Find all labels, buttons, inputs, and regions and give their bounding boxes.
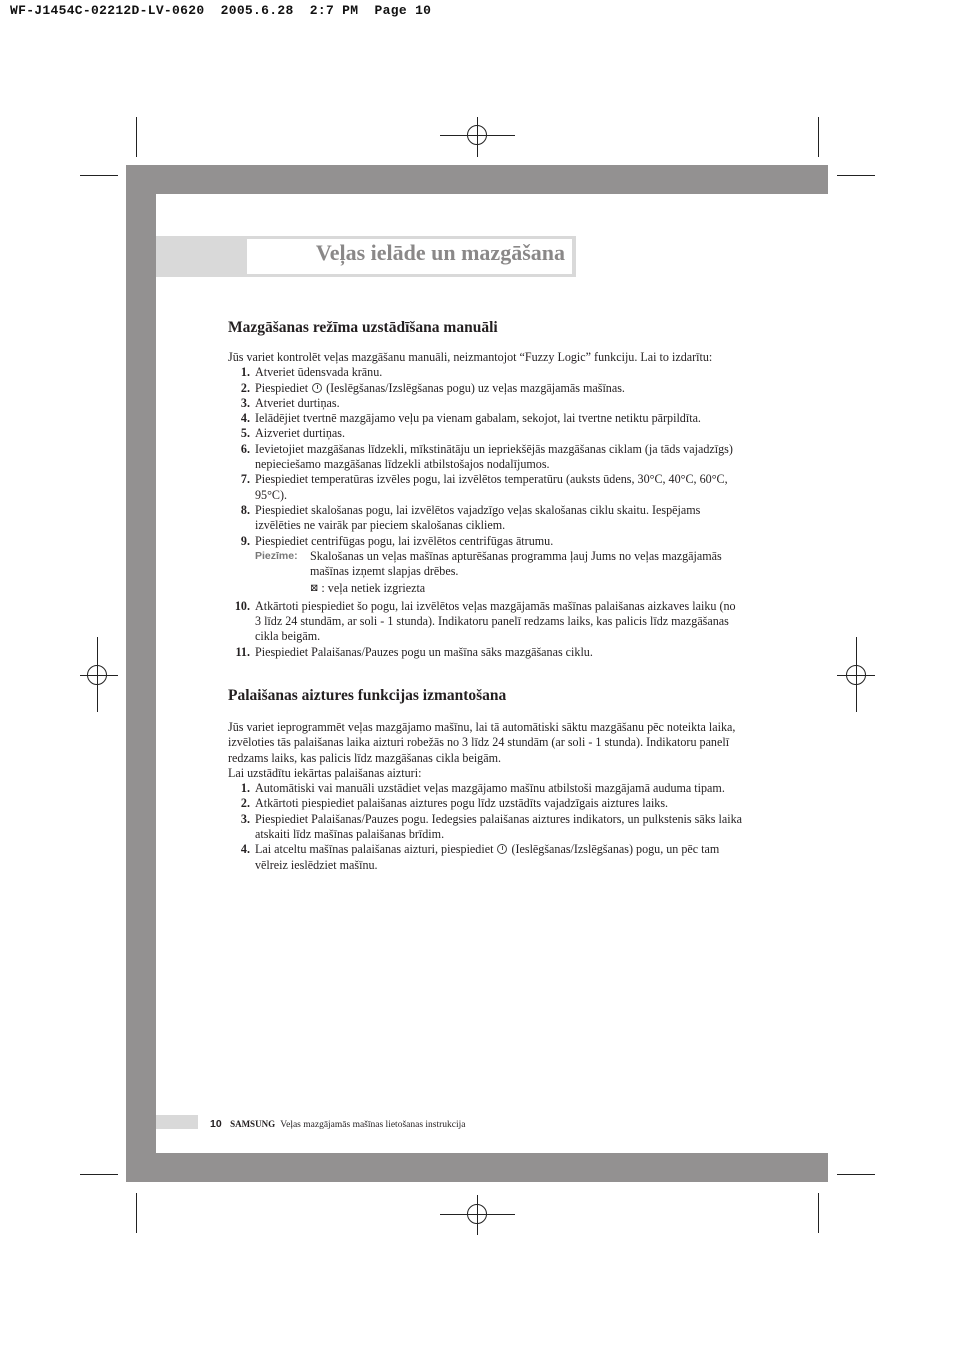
list-item: 5. Aizveriet durtiņas. <box>240 426 346 441</box>
footer-text: Veļas mazgājamās mašīnas lietošanas instrukcija <box>280 1120 466 1130</box>
list-item: 3. Atveriet durtiņas. <box>240 395 340 410</box>
crop-mark <box>136 1193 137 1233</box>
list-item: 8. Piespiediet skalošanas pogu, lai izvēlētos vajadzīgo veļas skalošanas ciklu skaitu. Iespējams izvēlēties ne vairāk par pieciem skalošanas cikliem. <box>240 502 701 533</box>
print-slug: WF-J1454C-02212D-LV-0620 2005.6.28 2:7 PM Page 10 <box>10 3 432 18</box>
list-item: 9. Piespiediet centrifūgas pogu, lai izvēlētos centrifūgas ātrumu. <box>240 533 554 548</box>
registration-mark-circle <box>846 665 866 685</box>
note-block <box>228 549 744 580</box>
list-item: 3. Piespiediet Palaišanas/Pauzes pogu. Iedegsies palaišanas aiztures indikators, un pulkstenis sāks laika atskaiti līdz mašīnas palaišanas brīdim. <box>240 811 742 842</box>
instruction-list <box>228 781 744 873</box>
title-banner <box>156 236 576 277</box>
list-item: 4. Ielādējiet tvertnē mazgājamo veļu pa vienam gabalam, sekojot, lai tvertne netiktu pārpildīta. <box>240 411 701 426</box>
no-spin-icon: ⊠ <box>310 583 319 595</box>
crop-mark <box>80 1174 118 1175</box>
power-button-icon <box>497 844 507 854</box>
page-title: Veļas ielāde un mazgāšana <box>315 240 565 265</box>
registration-mark-circle <box>87 665 107 685</box>
registration-mark-circle <box>467 1204 487 1224</box>
section-heading-manual: Mazgāšanas režīma uzstādīšana manuāli <box>228 319 498 336</box>
note-label: Piezīme: <box>255 549 298 562</box>
list-item: 10. Atkārtoti piespiediet šo pogu, lai izvēlētos veļas mazgājamās mašīnas palaišanas aizkaves laiku (no 3 līdz 24 stundām, ar soli - 1 stunda). Indikatoru panelī redzams laiks, kas palicis līdz mazgāšanas cikla beigām. <box>234 598 736 644</box>
title-banner-inner <box>247 239 572 274</box>
list-item: 6. Ievietojiet mazgāšanas līdzekli, mīkstinātāju un iepriekšējās mazgāšanas ciklam (ja tāds vajadzīgs) nepieciešamo mazgāšanas līdzekli atbilstošajos nodalījumos. <box>240 441 733 472</box>
list-item: 7. Piespiediet temperatūras izvēles pogu, lai izvēlētos temperatūru (auksts ūdens, 30°C, 40°C, 60°C, 95°C). <box>240 472 728 502</box>
crop-mark <box>80 175 118 176</box>
crop-mark <box>837 175 875 176</box>
brand-name: SAMSUNG <box>230 1119 276 1129</box>
power-button-icon <box>312 383 322 393</box>
registration-mark-circle <box>467 125 487 145</box>
page-content <box>228 318 744 873</box>
instruction-list <box>228 365 744 549</box>
section-intro-2: Lai uzstādītu iekārtas palaišanas aizturi: <box>228 765 422 780</box>
section-intro: Jūs variet kontrolēt veļas mazgāšanu manuāli, neizmantojot “Fuzzy Logic” funkciju. Lai to izdarītu: <box>228 350 713 364</box>
crop-mark <box>136 117 137 157</box>
crop-mark <box>837 1174 875 1175</box>
section-heading-delay: Palaišanas aiztures funkcijas izmantošana <box>228 686 507 704</box>
list-item: 2. Piespiediet (Ieslēgšanas/Izslēgšanas pogu) uz veļas mazgājamās mašīnas. <box>240 380 625 395</box>
crop-mark <box>818 117 819 157</box>
crop-mark <box>818 1193 819 1233</box>
list-item: 4. Lai atceltu mašīnas palaišanas aizturi, piespiediet (Ieslēgšanas/Izslēgšanas) pogu, un pēc tam vēlreiz ieslēdziet mašīnu. <box>240 842 720 872</box>
list-item: 1. Automātiski vai manuāli uzstādiet veļas mazgājamo mašīnu atbilstoši mazgājamā auduma tipam. <box>240 781 725 796</box>
page-frame-bottom <box>126 1153 828 1182</box>
list-item: 11. Piespiediet Palaišanas/Pauzes pogu un mašīna sāks mazgāšanas ciklu. <box>235 644 593 659</box>
footer-tab-frame <box>126 1115 156 1129</box>
page-footer <box>210 1118 466 1130</box>
section-intro: Jūs variet ieprogrammēt veļas mazgājamo mašīnu, lai tā automātiski sāktu mazgāšanu pēc noteikta laika, izvēloties tās palaišanas laika aizturi robežās no 3 līdz 24 stundām (ar soli - 1 stunda). Indikatoru panelī redzams laiks, kas palicis līdz mazgāšanas cikla beigām. <box>228 719 736 765</box>
instruction-list-continued <box>228 599 744 660</box>
note-symbol-line <box>228 581 744 596</box>
list-item: 1. Atveriet ūdensvada krānu. <box>240 365 383 380</box>
note-text: Skalošanas un veļas mašīnas apturēšanas programma ļauj Jums no veļas mazgājamās mašīnas izņemt slapjas drēbes. <box>310 548 722 579</box>
page-frame-left <box>126 194 156 1182</box>
note-symbol-text: : veļa netiek izgriezta <box>321 581 426 596</box>
page-number: 10 <box>210 1118 222 1130</box>
page-frame-top <box>126 165 828 194</box>
list-item: 2. Atkārtoti piespiediet palaišanas aiztures pogu līdz uzstādīts vajadzīgais aiztures laiks. <box>240 796 669 811</box>
